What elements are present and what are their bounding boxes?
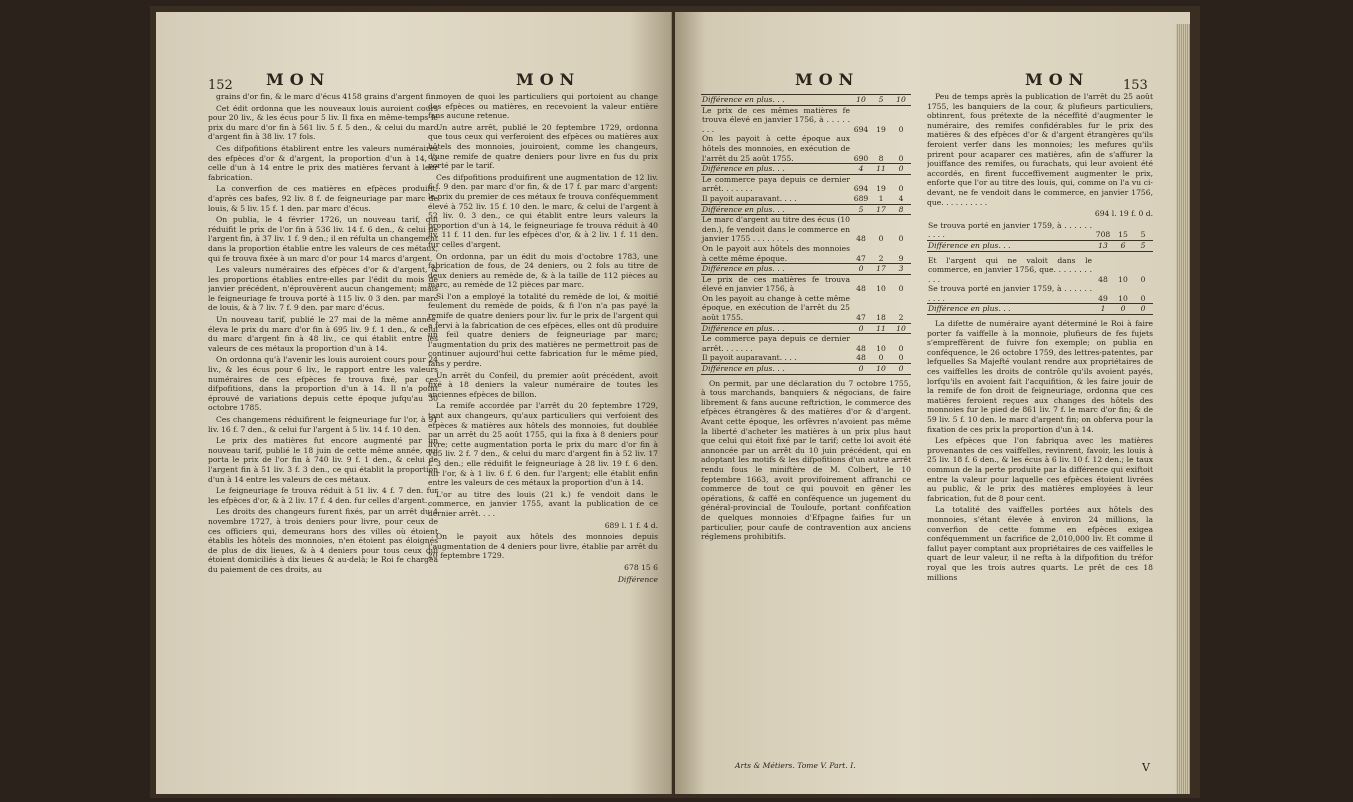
ledger-deniers: 0: [898, 284, 904, 294]
page-edges: [1176, 24, 1190, 794]
ledger-livres: 49: [1098, 293, 1108, 303]
open-book: [150, 6, 1200, 798]
ledger-sols: 18: [876, 313, 886, 323]
ledger-sols: 10: [1118, 274, 1128, 284]
ledger-label: On les payoit au change à cette même époque, en exécution de l'arrêt du 25 août 1755.: [702, 293, 850, 323]
ledger-deniers: 0: [898, 343, 904, 353]
ledger-sols: 1: [878, 193, 884, 203]
left-page-number: 152: [208, 78, 233, 93]
ledger-deniers: 4: [898, 193, 904, 203]
ledger-sols: 19: [876, 124, 886, 134]
left-running-head-inner: MON: [516, 70, 581, 89]
footer-imprint: Arts & Métiers. Tome V. Part. I.: [735, 761, 856, 770]
ledger-label: Différence en plus. . .: [701, 264, 851, 275]
left-column-1: [208, 92, 438, 782]
ledger-row: [701, 134, 911, 163]
ledger-sols: 0: [1113, 304, 1133, 315]
ledger-label: Différence en plus. . .: [927, 304, 1093, 315]
ledger-sols: 2: [878, 253, 884, 263]
paragraph: On ordonna, par un édit du mois d'octobre 1783, une fabrication de fous, de 24 deniers, ou 2 fols au titre de deux deniers au remède de, & à la taille de 112 pièces au marc, au remède de 12 pièces par marc.: [428, 251, 658, 290]
paragraph: Un nouveau tarif, publié le 27 mai de la même année, éleva le prix du marc d'or fin à 695 liv. 9 f. 1 den., & celui du marc d'argent fin à 48 liv., ce qui établit entre les valeurs de ces métaux la proportion d'un à 14.: [208, 315, 438, 353]
ledger-livres: 48: [856, 353, 866, 363]
ledger-label: Le marc d'argent au titre des écus (10 den.), fe vendoit dans le commerce en janvier 1755 . . . . . . . .: [702, 215, 850, 244]
ledger-livres: 0: [851, 364, 871, 375]
ledger-difference-row: [701, 323, 911, 334]
ledger-deniers: 8: [891, 204, 911, 215]
ledger-row: [701, 174, 911, 194]
paragraph: On le payoit aux hôtels des monnoies depuis l'augmentation de 4 deniers pour livre, établie par arrêt du 20 feptembre 1729.: [428, 532, 658, 561]
right-page-number: 153: [1123, 78, 1148, 93]
ledger-sols: 15: [1118, 230, 1128, 240]
paragraph: Si l'on a employé la totalité du remède de loi, & moitié feulement du remède de poids, & fi l'on n'a pas payé la remife de quatre deniers pour liv. fur le prix de l'argent qui a fervi à la fabrication de ces efpèces, elles ont dû produire un feil quatre deniers de feigneuriage par marc; l'augmentation du prix des matières ne permettroit pas de continuer aujourd'hui cette fabrication fur le même pied, fans y perdre.: [428, 291, 658, 369]
ledger-sols: 17: [871, 204, 891, 215]
ledger-label: Se trouva porté en janvier 1759, à . . . . . . . . . .: [928, 284, 1092, 303]
ledger-row: [927, 221, 1153, 241]
ledger-label: Différence en plus. . .: [701, 364, 851, 375]
ledger-livres: 4: [851, 164, 871, 175]
ledger-value: 678 15 6: [624, 562, 658, 572]
paragraph: Ces changemens réduifirent le feigneuriage fur l'or, à 91 liv. 16 f. 7 den., & celui fur l'argent à 5 liv. 14 f. 10 den.: [208, 415, 438, 434]
ledger-deniers: 0: [898, 124, 904, 134]
ledger-deniers: 0: [891, 164, 911, 175]
ledger-deniers: 9: [898, 253, 904, 263]
right-column-2: [927, 92, 1153, 782]
ledger-difference-row: [701, 95, 911, 106]
ledger-label: Et l'argent qui ne valoit dans le commerce, en janvier 1756, que. . . . . . . . . . .: [928, 255, 1092, 284]
ledger-difference-row: [927, 304, 1153, 315]
ledger-livres: 0: [851, 264, 871, 275]
ledger-deniers: 0: [1140, 274, 1146, 284]
ledger-livres: 48: [856, 284, 866, 294]
ledger-livres: 5: [851, 204, 871, 215]
paragraph: La converfion de ces matières en efpèces produifit, d'après ces bafes, 92 liv. 8 f. de feigneuriage par marc de louis, & 5 liv. 15 f. 1 den. par marc d'écus.: [208, 184, 438, 213]
ledger-livres: 10: [851, 95, 871, 106]
paragraph: Peu de temps après la publication de l'arrêt du 25 août 1755, les banquiers de la cour, & plufieurs particuliers, obtinrent, fous prétexte de la néceffité d'augmenter le numéraire, des remifes confidérables fur le prix des matières & des efpèces d'or & d'argent étrangères qu'ils feroient verfer dans les monnoies; les mefures qu'ils prirent pour acaparer ces matières, afin de s'affurer la jouiffance des remifes, ou furachats, qui leur avoient été accordés, en firent fucceffivement augmenter le prix, enforte que l'or au titre des louis, qui, comme on l'a vu ci-devant, ne fe vendoit dans le commerce, en janvier 1756, que. . . . . . . . . .: [927, 92, 1153, 207]
paragraph: L'or au titre des louis (21 k.) fe vendoit dans le commerce, en janvier 1755, avant la publication de ce dernier arrêt. . . .: [428, 489, 658, 518]
left-page: [156, 12, 672, 794]
right-page: [675, 12, 1190, 794]
ledger-sols: 8: [878, 153, 884, 163]
ledger-deniers: 5: [1140, 230, 1146, 240]
right-column-1: [701, 92, 911, 782]
catchword: Différence: [617, 574, 658, 584]
paragraph: On permit, par une déclaration du 7 octobre 1755, à tous marchands, banquiers & négocians, de faire librement & fans aucune reftriction, le commerce des efpèces étrangères & des matières d'or & d'argent. Avant cette époque, les orfèvres n'avoient pas même la liberté d'acheter les matières à un prix plus haut que celui qui étoit fixé par le tarif; cette loi avoit été annoncée par un arrêt du 10 juin précédent, qui en adoptant les motifs & les difpofitions d'un autre arrêt rendu fous le miniftère de M. Colbert, le 10 feptembre 1663, avoit provifoirement affranchi ce commerce de tout ce qui pouvoit en gêner les opérations, & caffé en conféquence un jugement du général-provincial de Touloufe, portant confifcation de quelques monnoies d'Efpagne faifies fur un particulier, pour caufe de contravention aux anciens réglemens prohibitifs.: [701, 378, 911, 542]
ledger-deniers: 10: [891, 95, 911, 106]
ledger-label: Il payoit auparavant. . . .: [702, 193, 797, 203]
ledger-livres: 690: [853, 153, 869, 163]
ledger-livres: 48: [1098, 274, 1108, 284]
ledger-difference-row: [927, 240, 1153, 251]
ledger-sols: 0: [878, 353, 884, 363]
paragraph: Les droits des changeurs furent fixés, par un arrêt du 4 novembre 1727, à trois deniers pour livre, pour ceux de ces officiers qui, demeurans hors des villes où étoient établis les hôtels des monnoies, n'en étoient pas éloignés de plus de dix lieues, & à 4 deniers pour tous ceux qui étoient domiciliés à dix lieues & au-delà; le Roi fe chargea du paiement de ces droits, au: [208, 507, 438, 574]
ledger-value: 694 l. 19 f. 0 d.: [1094, 209, 1153, 219]
ledger-livres: 694: [853, 184, 869, 194]
ledger-label: Se trouva porté en janvier 1759, à . . . . . . . . . .: [928, 220, 1092, 240]
ledger-sols: 19: [876, 184, 886, 194]
ledger-table: [701, 94, 911, 375]
left-running-head: MON: [266, 70, 331, 89]
ledger-livres: 47: [856, 313, 866, 323]
ledger-deniers: 0: [898, 153, 904, 163]
paragraph: Le prix des matières fut encore augmenté par un nouveau tarif, publié le 18 juin de cette même année, qui porta le prix de l'or fin à 740 liv. 9 f. 1 den., & celui de l'argent fin à 51 liv. 3 f. 3 den., ce qui établit la proportion d'un à 14 entre les valeurs de ces métaux.: [208, 436, 438, 484]
paragraph: La difette de numéraire ayant déterminé le Roi à faire porter fa vaiffelle à la monnoie, plufieurs de fes fujets s'empreffèrent de fuivre fon exemple; on publia en conféquence, le 26 octobre 1759, des lettres-patentes, par lefquelles Sa Majefté voulant rendre aux propriétaires de ces vaiffelles les droits de contrôle qu'ils avoient payés, lorfqu'ils en avoient fait l'acquifition, & les faire jouir de la remife de fon droit de feigneuriage, ordonna que ces matières feroient reçues aux changes des hôtels des monnoies fur le pied de 861 liv. 7 f. le marc d'or fin; & de 59 liv. 5 f. 10 den. le marc d'argent fin; on obferva pour la fixation de ces prix la proportion d'un à 14.: [927, 319, 1153, 434]
ledger-label: On les payoit à cette époque aux hôtels des monnoies, en exécution de l'arrêt du 25 août 1755.: [702, 134, 850, 163]
ledger-deniers: 2: [898, 313, 904, 323]
ledger-deniers: 5: [1133, 240, 1153, 251]
ledger-livres: 708: [1095, 230, 1111, 240]
ledger-deniers: 0: [898, 353, 904, 363]
ledger-deniers: 0: [1140, 293, 1146, 303]
ledger-difference-row: [701, 164, 911, 175]
ledger-row: [701, 215, 911, 244]
ledger-label: Le commerce paya depuis ce dernier arrêt. . . . . . .: [702, 174, 850, 194]
paragraph: Les efpèces que l'on fabriqua avec les matières provenantes de ces vaiffelles, revinrent, favoir, les louis à 25 liv. 18 f. 6 den., & les écus à 6 liv. 10 f. 12 den.; le taux commun de la perte produite par la différence qui exiftoit entre la valeur pour laquelle ces efpèces étoient livrées au public, & le prix des matières employées à leur fabrication, fut de 8 pour cent.: [927, 436, 1153, 503]
ledger-label: Différence en plus. . .: [701, 164, 851, 175]
paragraph: Le feigneuriage fe trouva réduit à 51 liv. 4 f. 7 den. fur les efpèces d'or, & à 2 liv. 17 f. 4 den. fur celles d'argent.: [208, 486, 438, 505]
ledger-sols: 10: [876, 343, 886, 353]
ledger-difference-row: [701, 264, 911, 275]
paragraph: Les valeurs numéraires des efpèces d'or & d'argent, & les proportions établies entre-elles par l'édit du mois de janvier précédent, n'éprouvèrent aucun changement; mais le feigneuriage fe trouva porté à 115 liv. 0 3 den. par marc de louis, & à 7 liv. 7 f. 9 den. par marc d'écus.: [208, 265, 438, 313]
ledger-livres: 694: [853, 124, 869, 134]
ledger-deniers: 0: [891, 364, 911, 375]
ledger-sols: 0: [878, 234, 884, 244]
ledger-livres: 1: [1093, 304, 1113, 315]
signature-mark: V: [1142, 761, 1150, 774]
ledger-difference-row: [701, 364, 911, 375]
ledger-sols: 17: [871, 264, 891, 275]
ledger-livres: 48: [856, 234, 866, 244]
ledger-label: Il payoit auparavant. . . .: [702, 353, 797, 363]
ledger-row: [701, 274, 911, 294]
paragraph: grains d'or fin, & le marc d'écus 4158 grains d'argent fin.: [216, 92, 438, 101]
ledger-row: [701, 194, 911, 204]
ledger-sols: 5: [871, 95, 891, 106]
paragraph: Cet édit ordonna que les nouveaux louis auroient cours pour 20 liv., & les écus pour 5 liv. Il fixa en même-temps le prix du marc d'or fin à 561 liv. 5 f. 5 den., & celui du marc d'argent fin à 38 liv. 17 fols.: [208, 103, 438, 142]
ledger-label: Différence en plus. . .: [701, 323, 851, 334]
ledger-livres: 689: [853, 193, 869, 203]
paragraph: On ordonna qu'à l'avenir les louis auroient cours pour 24 liv., & les écus pour 6 liv., le rapport entre les valeurs numéraires de ces efpèces fe trouva fixé, par ces difpofitions, dans la proportion d'un à 14. Il n'a point éprouvé de variations depuis cette époque jufqu'au 30 octobre 1785.: [208, 355, 438, 413]
ledger-sols: 11: [871, 164, 891, 175]
ledger-label: Le prix de ces matières fe trouva élevé en janvier 1756, à: [702, 274, 850, 294]
ledger-livres: 47: [856, 253, 866, 263]
ledger-row: [701, 244, 911, 264]
paragraph: Un autre arrêt, publié le 20 feptembre 1729, ordonna que tous ceux qui verferoient des efpèces ou matières aux hôtels des monnoies, jouiroient, comme les changeurs, d'une remife de quatre deniers pour livre en fus du prix porté par le tarif.: [428, 122, 658, 171]
ledger-livres: 13: [1093, 240, 1113, 251]
paragraph: On publia, le 4 février 1726, un nouveau tarif, qui réduifit le prix de l'or fin à 536 liv. 14 f. 6 den., & celui de l'argent fin, à 37 liv. 1 f. 9 den.; il en réfulta un changement dans la proportion établie entre les valeurs de ces métaux, qui fe trouva fixée à un marc d'or pour 14 marcs d'argent.: [208, 215, 438, 263]
ledger-label: Différence en plus. . .: [701, 204, 851, 215]
ledger-row: [927, 256, 1153, 285]
ledger-label: Le prix de ces mêmes matières fe trouva élevé en janvier 1756, à . . . . . . . .: [702, 105, 850, 134]
ledger-label: Différence en plus. . .: [927, 240, 1093, 251]
ledger-deniers: 3: [891, 264, 911, 275]
ledger-label: Le commerce paya depuis ce dernier arrêt. . . . . . .: [702, 334, 850, 353]
ledger-row: [701, 353, 911, 363]
paragraph: La remife accordée par l'arrêt du 20 feptembre 1729, tant aux changeurs, qu'aux particuliers qui verfoient des efpèces & matières aux hôtels des monnoies, fut doublée par un arrêt du 25 août 1755, qui la fixa à 8 deniers pour livre; cette augmentation porta le prix du marc d'or fin à 765 liv. 2 f. 7 den., & celui du marc d'argent fin à 52 liv. 17 f. 3 den.; elle réduifit le feigneuriage à 28 liv. 19 f. 6 den. fur l'or, & à 1 liv. 6 f. 6 den. fur l'argent; elle établit enfin entre les valeurs de ces métaux la proportion d'un à 14.: [428, 401, 658, 488]
paragraph: moyen de quoi les particuliers qui portoient au change des efpèces ou matières, en recevoient la valeur entière fans aucune retenue.: [428, 92, 658, 121]
right-running-head: MON: [1025, 70, 1090, 89]
ledger-table-2: [927, 221, 1153, 252]
ledger-deniers: 0: [898, 184, 904, 194]
right-running-head-inner: MON: [795, 70, 860, 89]
ledger-deniers: 10: [891, 323, 911, 334]
ledger-row: [701, 294, 911, 323]
ledger-label: On le payoit aux hôtels des monnoies à cette même époque.: [702, 243, 850, 263]
ledger-value: 689 l. 1 f. 4 d.: [604, 520, 658, 530]
ledger-sols: 10: [871, 364, 891, 375]
ledger-difference-row: [701, 204, 911, 215]
ledger-row: [701, 105, 911, 134]
ledger-deniers: 0: [1133, 304, 1153, 315]
left-column-2: [428, 92, 658, 782]
ledger-livres: 0: [851, 323, 871, 334]
ledger-row: [927, 284, 1153, 304]
paragraph: Un arrêt du Confeil, du premier août précédent, avoit fixé à 18 deniers la valeur numéraire de toutes les anciennes efpèces de billon.: [428, 370, 658, 399]
paragraph: Ces difpofitions établirent entre les valeurs numéraires des efpèces d'or & d'argent, la proportion d'un à 14, & celle d'un à 14 entre le prix des matières fervant à leur fabrication.: [208, 143, 438, 182]
ledger-sols: 11: [871, 323, 891, 334]
ledger-sols: 6: [1113, 240, 1133, 251]
ledger-table-3: [927, 256, 1153, 316]
ledger-row: [701, 334, 911, 354]
ledger-sols: 10: [1118, 293, 1128, 303]
paragraph: Ces difpofitions produifirent une augmentation de 12 liv. 6 f. 9 den. par marc d'or fin, & de 17 f. par marc d'argent: le prix du premier de ces métaux fe trouva conféquemment élevé à 752 liv. 15 f. 10 den. le marc, & celui de l'argent à 52 liv. 0. 3 den., ce qui établit entre leurs valeurs la proportion d'un à 14, le feigneuriage fe trouva réduit à 40 liv. 11 f. 11 den. fur les efpèces d'or, & à 2 liv. 1 f. 11 den. fur celles d'argent.: [428, 172, 658, 249]
ledger-sols: 10: [876, 284, 886, 294]
ledger-label: Différence en plus. . .: [701, 95, 851, 106]
paragraph: La totalité des vaiffelles portées aux hôtels des monnoies, s'étant élevée à environ 24 millions, la converfion de cette fomme en efpèces exigea conféquemment un facrifice de 2,010,000 liv. Et comme il fallut payer comptant aux propriétaires de ces vaiffelles le quart de leur valeur, il ne refta à la difpofition du tréfor royal que les trois autres quarts. Le prêt de ces 18 millions: [927, 505, 1153, 582]
ledger-deniers: 0: [898, 234, 904, 244]
ledger-livres: 48: [856, 343, 866, 353]
